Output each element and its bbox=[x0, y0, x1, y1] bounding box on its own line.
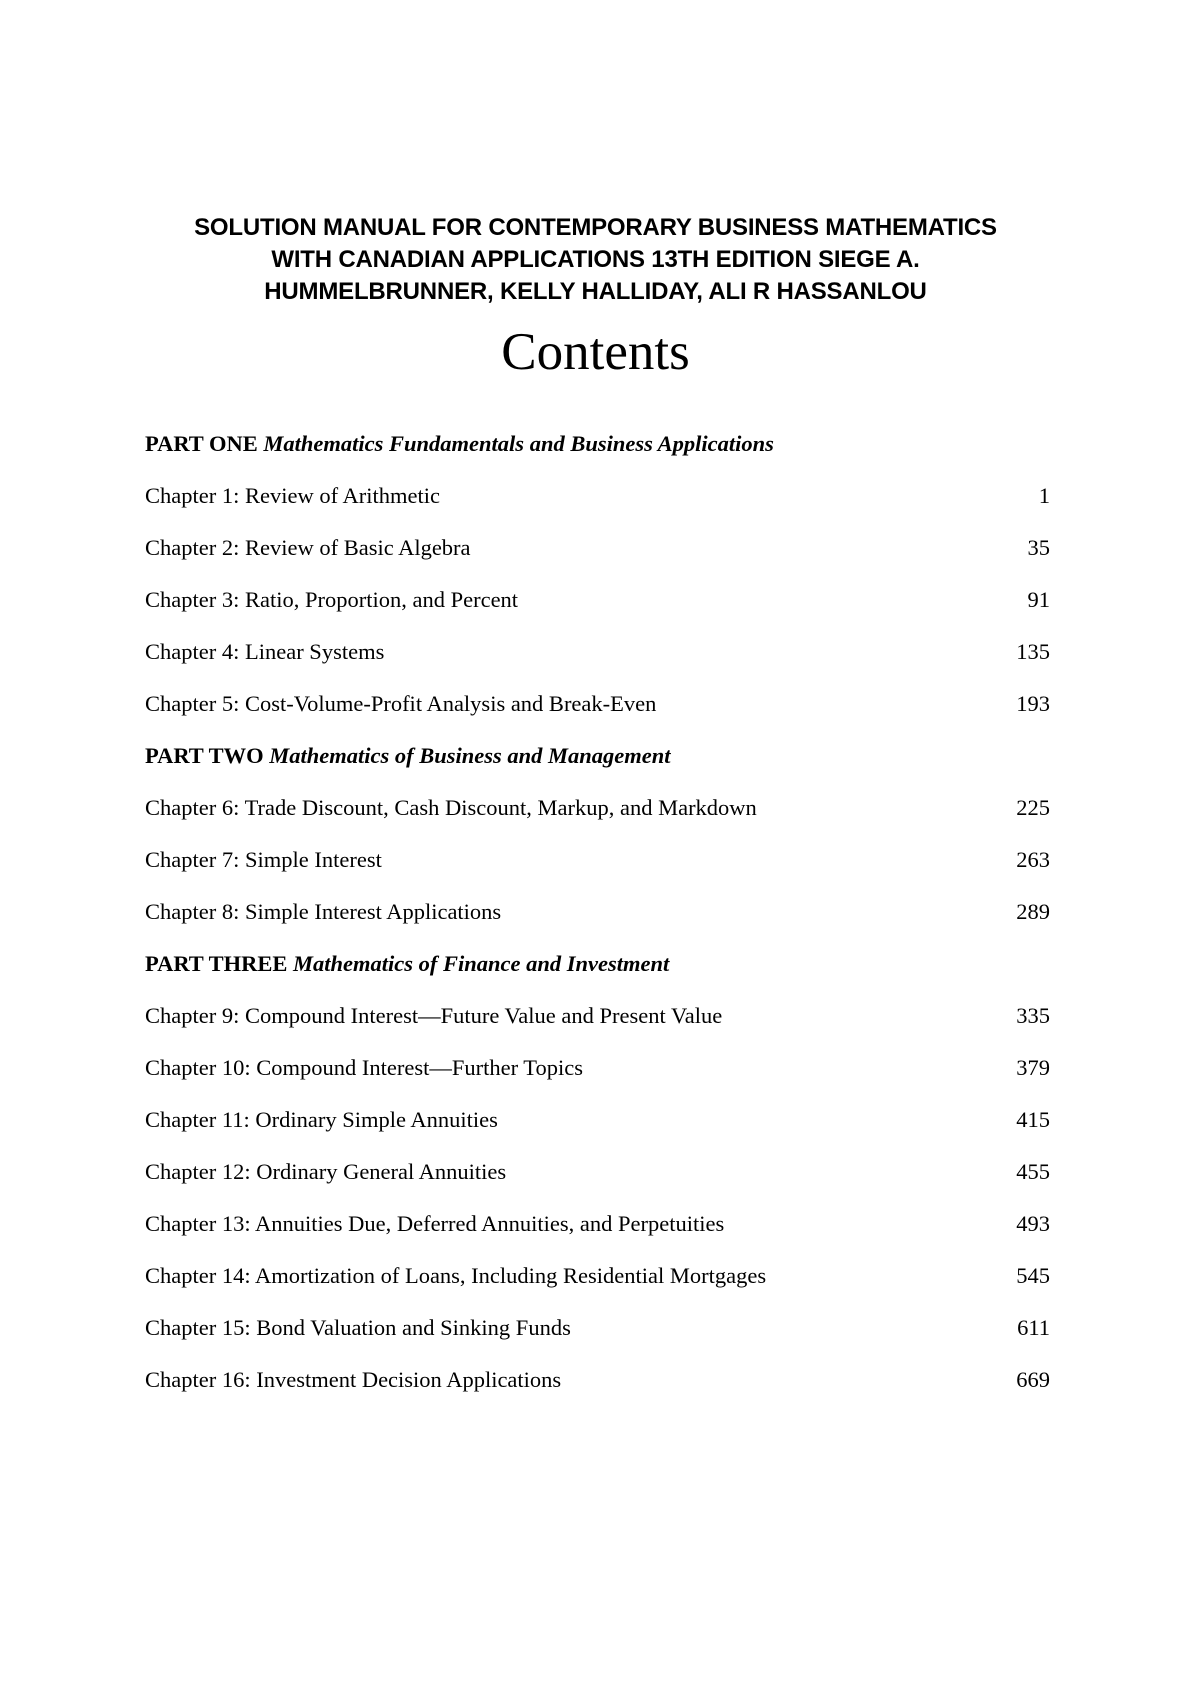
toc-entry[interactable] bbox=[145, 834, 1050, 886]
chapter-title: Chapter 14: Amortization of Loans, Including Residential Mortgages bbox=[145, 1263, 767, 1288]
chapter-title: Chapter 13: Annuities Due, Deferred Annuities, and Perpetuities bbox=[145, 1211, 725, 1236]
chapter-title: Chapter 12: Ordinary General Annuities bbox=[145, 1159, 507, 1184]
toc-entry[interactable] bbox=[145, 1198, 1050, 1250]
chapter-page-number: 415 bbox=[1016, 1107, 1050, 1132]
part-heading bbox=[145, 418, 1050, 470]
chapter-page-number: 669 bbox=[1016, 1367, 1050, 1392]
toc-entry[interactable] bbox=[145, 782, 1050, 834]
part-label: PART TWO bbox=[145, 743, 264, 768]
chapter-page-number: 135 bbox=[1016, 639, 1050, 664]
part-label: PART THREE bbox=[145, 951, 288, 976]
toc-entry[interactable] bbox=[145, 1042, 1050, 1094]
toc-entry[interactable] bbox=[145, 522, 1050, 574]
toc-entry[interactable] bbox=[145, 678, 1050, 730]
chapter-page-number: 225 bbox=[1016, 795, 1050, 820]
part-heading bbox=[145, 730, 1050, 782]
chapter-title: Chapter 7: Simple Interest bbox=[145, 847, 382, 872]
toc-entry[interactable] bbox=[145, 990, 1050, 1042]
toc-entry[interactable] bbox=[145, 1354, 1050, 1406]
part-title: Mathematics of Business and Management bbox=[269, 743, 671, 768]
toc-entry[interactable] bbox=[145, 886, 1050, 938]
contents-heading: Contents bbox=[501, 323, 690, 381]
chapter-title: Chapter 11: Ordinary Simple Annuities bbox=[145, 1107, 498, 1132]
toc-entry[interactable] bbox=[145, 1250, 1050, 1302]
chapter-page-number: 611 bbox=[1017, 1315, 1050, 1340]
part-label: PART ONE bbox=[145, 431, 258, 456]
chapter-title: Chapter 16: Investment Decision Applications bbox=[145, 1367, 562, 1392]
document-title bbox=[60, 212, 1131, 308]
chapter-title: Chapter 8: Simple Interest Applications bbox=[145, 899, 502, 924]
chapter-title: Chapter 2: Review of Basic Algebra bbox=[145, 535, 471, 560]
chapter-page-number: 1 bbox=[1038, 483, 1050, 508]
part-title: Mathematics of Finance and Investment bbox=[293, 951, 670, 976]
chapter-page-number: 493 bbox=[1016, 1211, 1050, 1236]
toc-entry[interactable] bbox=[145, 1094, 1050, 1146]
chapter-title: Chapter 15: Bond Valuation and Sinking Funds bbox=[145, 1315, 571, 1340]
chapter-title: Chapter 3: Ratio, Proportion, and Percent bbox=[145, 587, 519, 612]
chapter-page-number: 545 bbox=[1016, 1263, 1050, 1288]
part-title: Mathematics Fundamentals and Business Applications bbox=[263, 431, 774, 456]
chapter-page-number: 455 bbox=[1016, 1159, 1050, 1184]
chapter-title: Chapter 1: Review of Arithmetic bbox=[145, 483, 440, 508]
chapter-page-number: 91 bbox=[1027, 587, 1050, 612]
toc-entry[interactable] bbox=[145, 574, 1050, 626]
title-line-3: HUMMELBRUNNER, KELLY HALLIDAY, ALI R HASSANLOU bbox=[264, 278, 927, 305]
toc-entry[interactable] bbox=[145, 626, 1050, 678]
title-line-2: WITH CANADIAN APPLICATIONS 13TH EDITION SIEGE A. bbox=[271, 246, 920, 273]
part-heading bbox=[145, 938, 1050, 990]
chapter-page-number: 263 bbox=[1016, 847, 1050, 872]
chapter-title: Chapter 10: Compound Interest—Further Topics bbox=[145, 1055, 583, 1080]
chapter-title: Chapter 9: Compound Interest—Future Value and Present Value bbox=[145, 1003, 723, 1028]
toc-entry[interactable] bbox=[145, 1146, 1050, 1198]
chapter-title: Chapter 6: Trade Discount, Cash Discount, Markup, and Markdown bbox=[145, 795, 757, 820]
toc-entry[interactable] bbox=[145, 470, 1050, 522]
chapter-title: Chapter 5: Cost-Volume-Profit Analysis and Break-Even bbox=[145, 691, 657, 716]
title-line-1: SOLUTION MANUAL FOR CONTEMPORARY BUSINESS MATHEMATICS bbox=[194, 214, 997, 241]
chapter-page-number: 289 bbox=[1016, 899, 1050, 924]
chapter-page-number: 35 bbox=[1027, 535, 1050, 560]
table-of-contents bbox=[145, 418, 1050, 1406]
toc-entry[interactable] bbox=[145, 1302, 1050, 1354]
chapter-page-number: 379 bbox=[1016, 1055, 1050, 1080]
chapter-page-number: 335 bbox=[1016, 1003, 1050, 1028]
chapter-page-number: 193 bbox=[1016, 691, 1050, 716]
chapter-title: Chapter 4: Linear Systems bbox=[145, 639, 385, 664]
